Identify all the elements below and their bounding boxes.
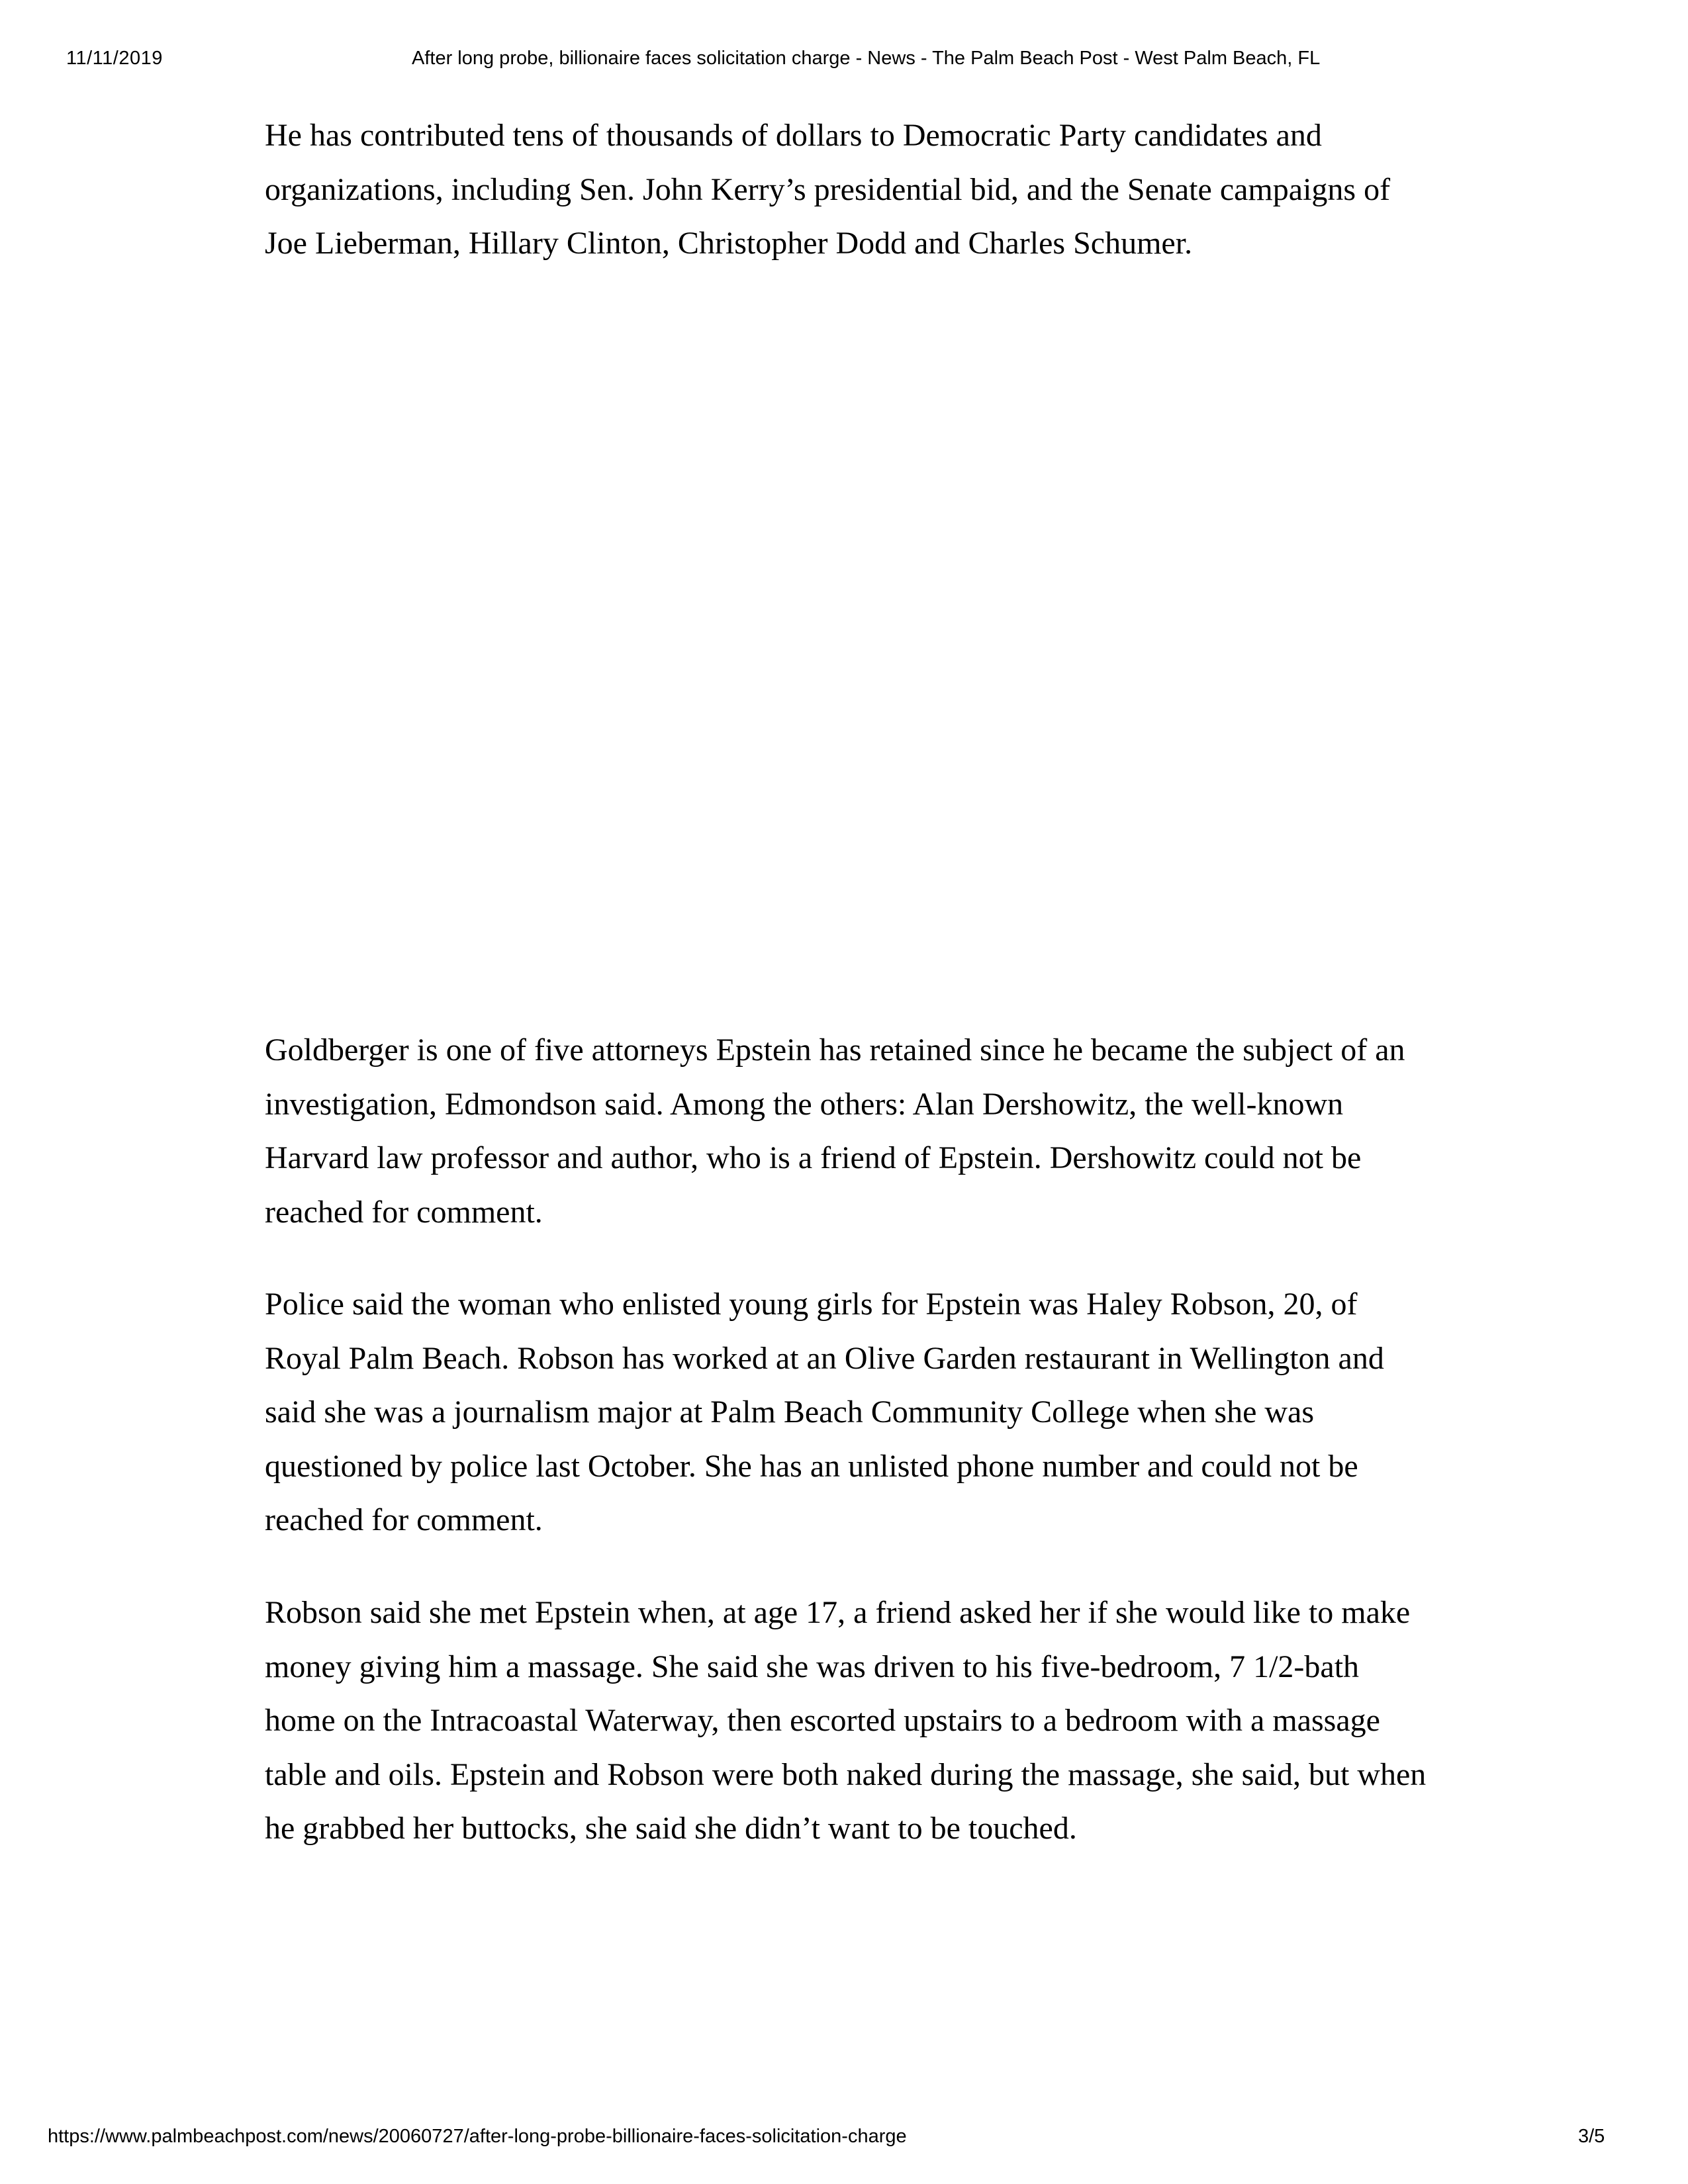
page-number: 3/5 (1578, 2126, 1605, 2147)
print-page-title: After long probe, billionaire faces solicitation charge - News - The Palm Beach Post - West Palm Beach, FL (412, 48, 1321, 69)
page-url: https://www.palmbeachpost.com/news/20060727/after-long-probe-billionaire-faces-solicitation-charge (48, 2126, 907, 2147)
article-paragraph: Goldberger is one of five attorneys Epstein has retained since he became the subject of an investigation, Edmondson said. Among the others: Alan Dershowitz, the well-known Harvard law professor and author, who is a friend of Epstein. Dershowitz could not be reached for comment. (265, 1032, 1405, 1230)
article-paragraph: He has contributed tens of thousands of dollars to Democratic Party candidates and organizations, including Sen. John Kerry’s presidential bid, and the Senate campaigns of Joe Lieberman, Hillary Clinton, Christopher Dodd and Charles Schumer. (265, 118, 1391, 261)
print-date: 11/11/2019 (66, 48, 163, 69)
article-paragraph: Police said the woman who enlisted young girls for Epstein was Haley Robson, 20, of Royal Palm Beach. Robson has worked at an Olive Garden restaurant in Wellington and said she was a journalism major at Palm Beach Community College when she was questioned by police last October. She has an unlisted phone number and could not be reached for comment. (265, 1287, 1384, 1537)
article-paragraph: Robson said she met Epstein when, at age 17, a friend asked her if she would like to make money giving him a massage. She said she was driven to his five-bedroom, 7 1/2-bath home on the Intracoastal Waterway, then escorted upstairs to a bedroom with a massage table and oils. Epstein and Robson were both naked during the massage, she said, but when he grabbed her buttocks, she said she didn’t want to be touched. (265, 1595, 1427, 1846)
